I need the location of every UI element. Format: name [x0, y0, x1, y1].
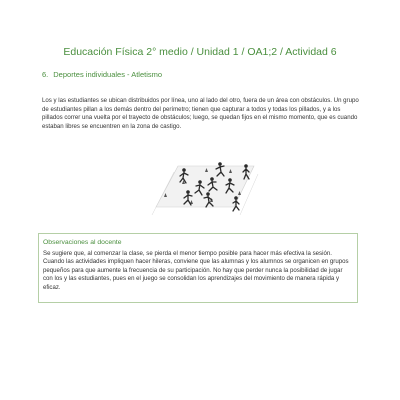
section-heading [42, 70, 162, 79]
activity-illustration [150, 152, 260, 222]
activity-description: Los y las estudiantes se ubican distribuidos por línea, uno al lado del otro, fuera de un área con obstáculos. Un grupo de estudiantes pillan a los demás dentro del perímetro; tienen que capturar a todos y todas los pillados, y a los pillados correr una vuelta por el trayecto de obstáculos; luego, se quedan fijos en el mismo momento, que es cuando estaban libres se encuentren en la zona de castigo. [42, 97, 359, 130]
section-title: Deportes individuales - Atletismo [53, 70, 163, 79]
runners-illustration [150, 152, 260, 222]
teacher-notes-text: Se sugiere que, al comenzar la clase, se pierda el menor tiempo posible para hacer más efectiva la sesión. Cuando las actividades impliquen hacer hileras, conviene que las alumnas y los alumnos se organicen en grupos pequeños para que aumente la frecuencia de su participación. No hay que perder nunca la posibilidad de jugar con los y las estudiantes, pues en el juego se consolidan los aprendizajes del movimiento de manera rápida y eficaz. [43, 250, 349, 291]
page-title: Educación Física 2° medio / Unidad 1 / OA1;2 / Actividad 6 [63, 46, 337, 58]
play-area [156, 166, 254, 207]
section-number: 6. [42, 70, 49, 79]
teacher-notes-title: Observaciones al docente [43, 239, 122, 246]
teacher-notes-box [38, 233, 358, 303]
